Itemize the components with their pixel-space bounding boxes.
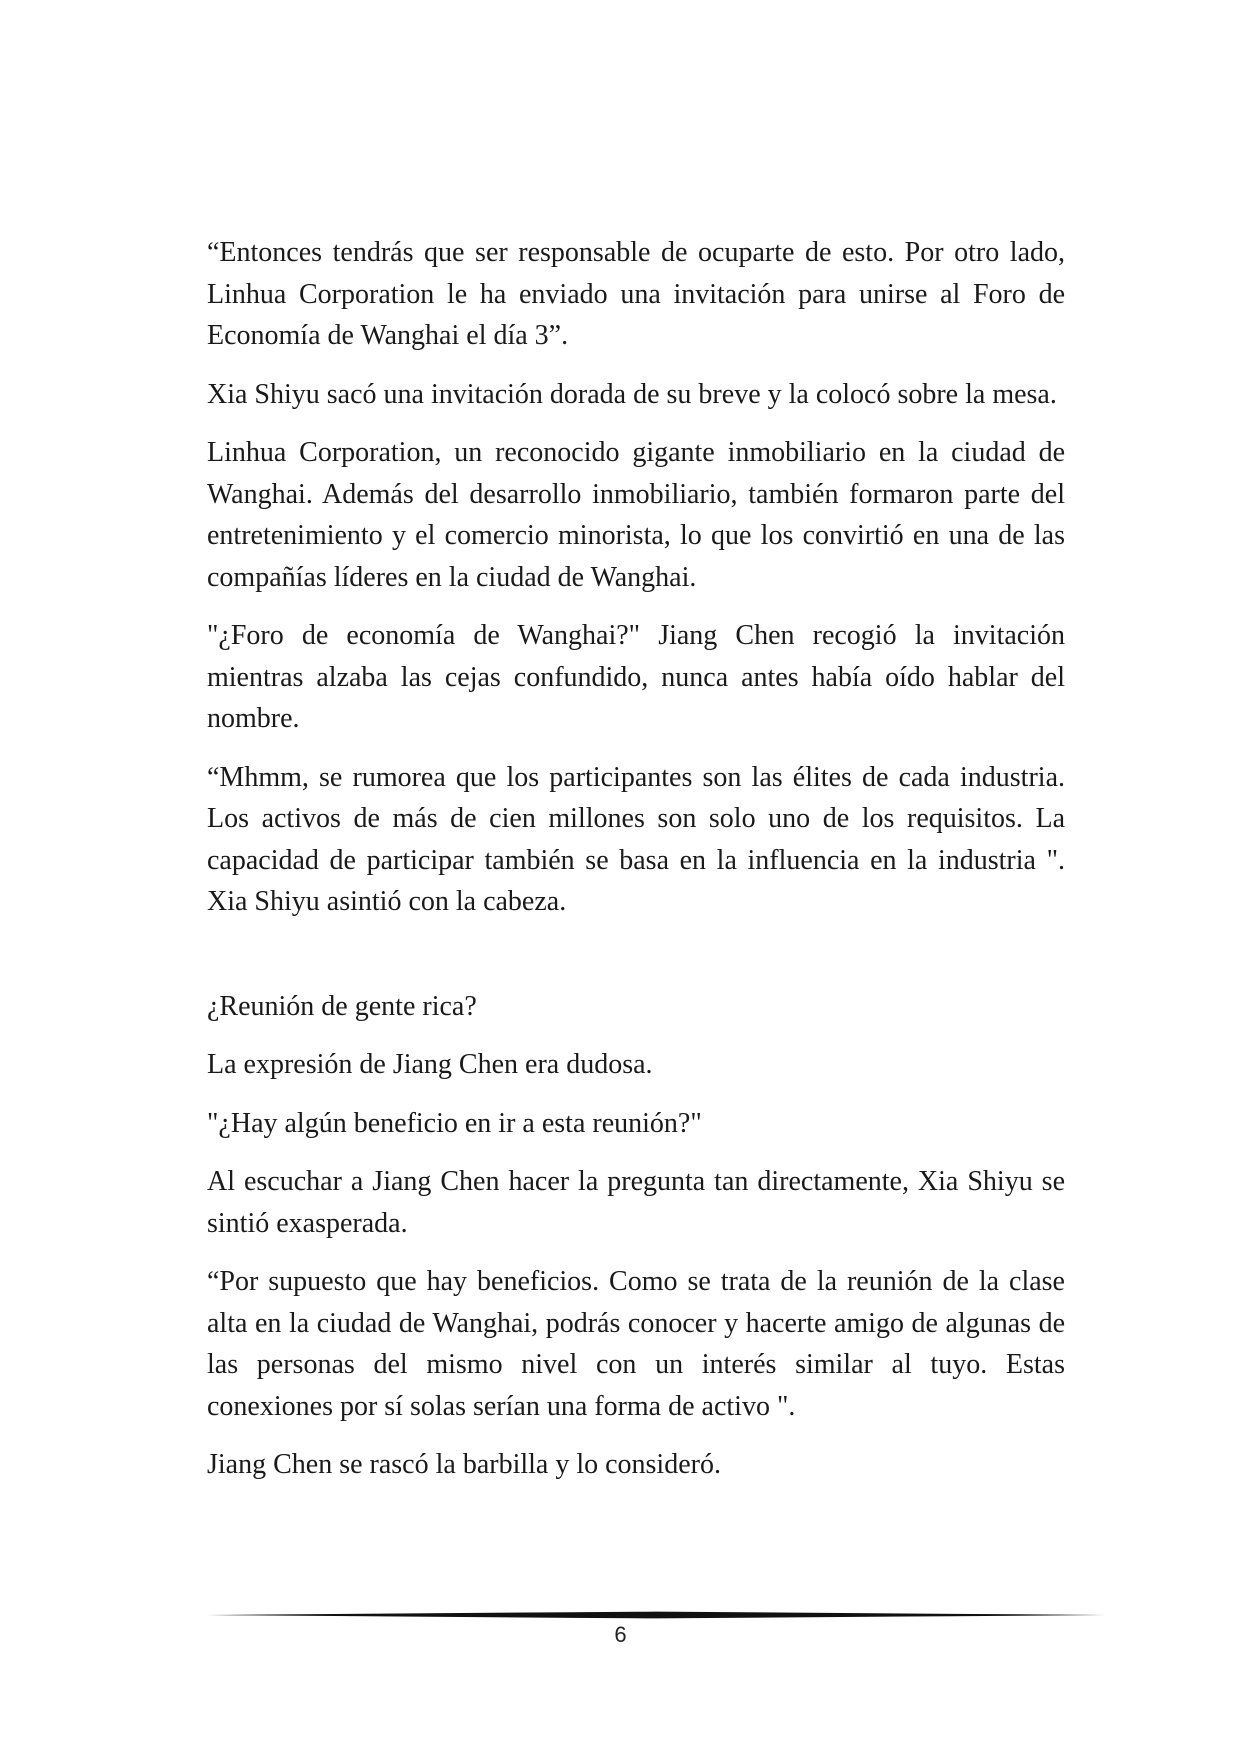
paragraph: “Entonces tendrás que ser responsable de ocuparte de esto. Por otro lado, Linhua Corporation le ha enviado una invitación para unirse al Foro de Economía de Wanghai el día 3”. bbox=[207, 237, 1065, 351]
paragraph: Al escuchar a Jiang Chen hacer la pregunta tan directamente, Xia Shiyu se sintió exasperada. bbox=[207, 1166, 1065, 1239]
footer-divider bbox=[207, 1611, 1105, 1619]
paragraph: ¿Reunión de gente rica? bbox=[207, 990, 477, 1022]
paragraph: Linhua Corporation, un reconocido gigante inmobiliario en la ciudad de Wanghai. Además del desarrollo inmobiliario, también formaron parte del entretenimiento y el comercio minorista, lo que los convirtió en una de las compañías líderes en la ciudad de Wanghai. bbox=[207, 437, 1065, 593]
page-body bbox=[207, 232, 1065, 1503]
paragraph: "¿Hay algún beneficio en ir a esta reunión?" bbox=[207, 1107, 702, 1139]
scene-break bbox=[207, 940, 1065, 986]
paragraph: “Mhmm, se rumorea que los participantes son las élites de cada industria. Los activos de más de cien millones son solo uno de los requisitos. La capacidad de participar también se basa en la influencia en la industria ". Xia Shiyu asintió con la cabeza. bbox=[207, 761, 1065, 917]
paragraph: “Por supuesto que hay beneficios. Como se trata de la reunión de la clase alta en la ciudad de Wanghai, podrás conocer y hacerte amigo de algunas de las personas del mismo nivel con un interés similar al tuyo. Estas conexiones por sí solas serían una forma de activo ". bbox=[207, 1266, 1065, 1422]
paragraph: Jiang Chen se rascó la barbilla y lo consideró. bbox=[207, 1449, 721, 1480]
paragraph: "¿Foro de economía de Wanghai?" Jiang Chen recogió la invitación mientras alzaba las cejas confundido, nunca antes había oído hablar del nombre. bbox=[207, 620, 1065, 734]
paragraph: La expresión de Jiang Chen era dudosa. bbox=[207, 1049, 653, 1080]
paragraph: Xia Shiyu sacó una invitación dorada de su breve y la colocó sobre la mesa. bbox=[207, 378, 1057, 410]
page-number: 6 bbox=[614, 1622, 627, 1647]
